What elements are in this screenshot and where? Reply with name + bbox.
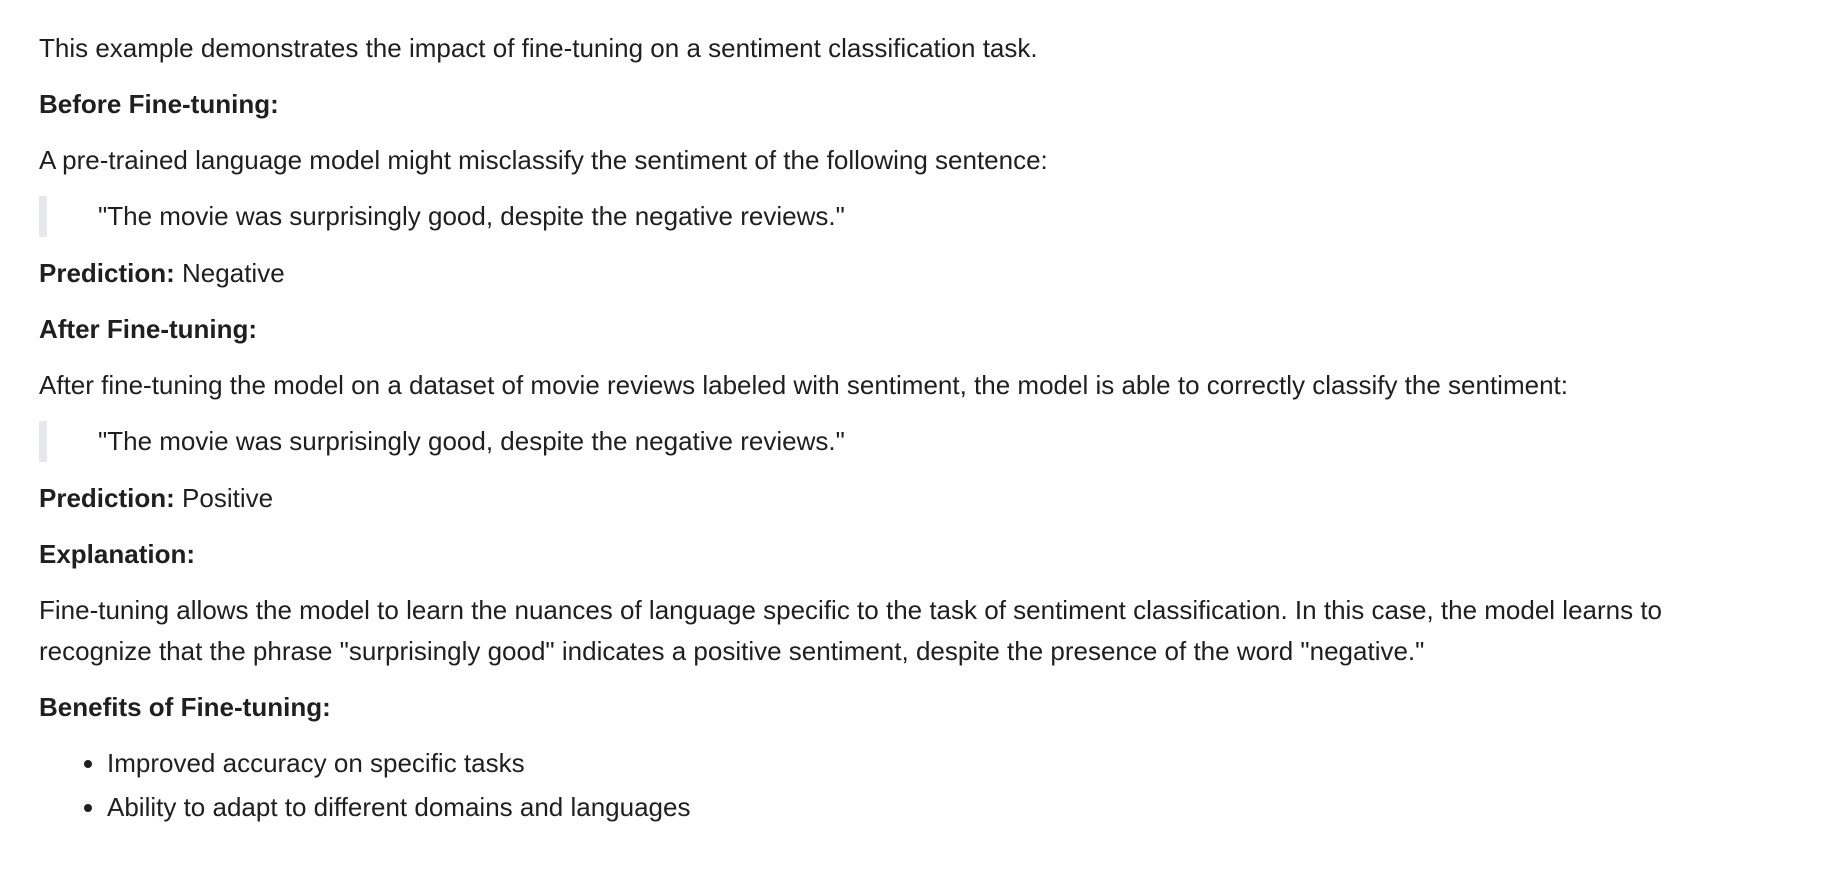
after-heading: After Fine-tuning:	[39, 314, 258, 344]
before-prediction-value: Negative	[182, 258, 285, 288]
after-prediction-value: Positive	[182, 483, 274, 513]
before-paragraph: A pre-trained language model might misclassify the sentiment of the following sentence:	[39, 145, 1048, 175]
before-quote	[39, 196, 1759, 237]
list-item: • Ability to adapt to different domains and languages	[107, 787, 1759, 828]
before-quote-text: "The movie was surprisingly good, despite the negative reviews."	[98, 201, 845, 231]
before-prediction	[39, 253, 1759, 294]
after-prediction-label: Prediction:	[39, 483, 175, 513]
after-quote	[39, 421, 1759, 462]
benefits-heading: Benefits of Fine-tuning:	[39, 692, 331, 722]
before-prediction-label: Prediction:	[39, 258, 175, 288]
benefits-list	[39, 743, 1759, 828]
explanation-paragraph: Fine-tuning allows the model to learn the nuances of language specific to the task of sentiment classification. In this case, the model learns to recognize that the phrase "surprisingly good" indicates a positive sentiment, despite the presence of the word "negative."	[39, 595, 1663, 666]
after-paragraph: After fine-tuning the model on a dataset of movie reviews labeled with sentiment, the model is able to correctly classify the sentiment:	[39, 370, 1568, 400]
after-quote-text: "The movie was surprisingly good, despite the negative reviews."	[98, 426, 845, 456]
before-heading: Before Fine-tuning:	[39, 89, 279, 119]
list-item: • Improved accuracy on specific tasks	[107, 743, 1759, 784]
intro-paragraph: This example demonstrates the impact of fine-tuning on a sentiment classification task.	[39, 33, 1038, 63]
after-prediction	[39, 478, 1759, 519]
explanation-heading: Explanation:	[39, 539, 196, 569]
